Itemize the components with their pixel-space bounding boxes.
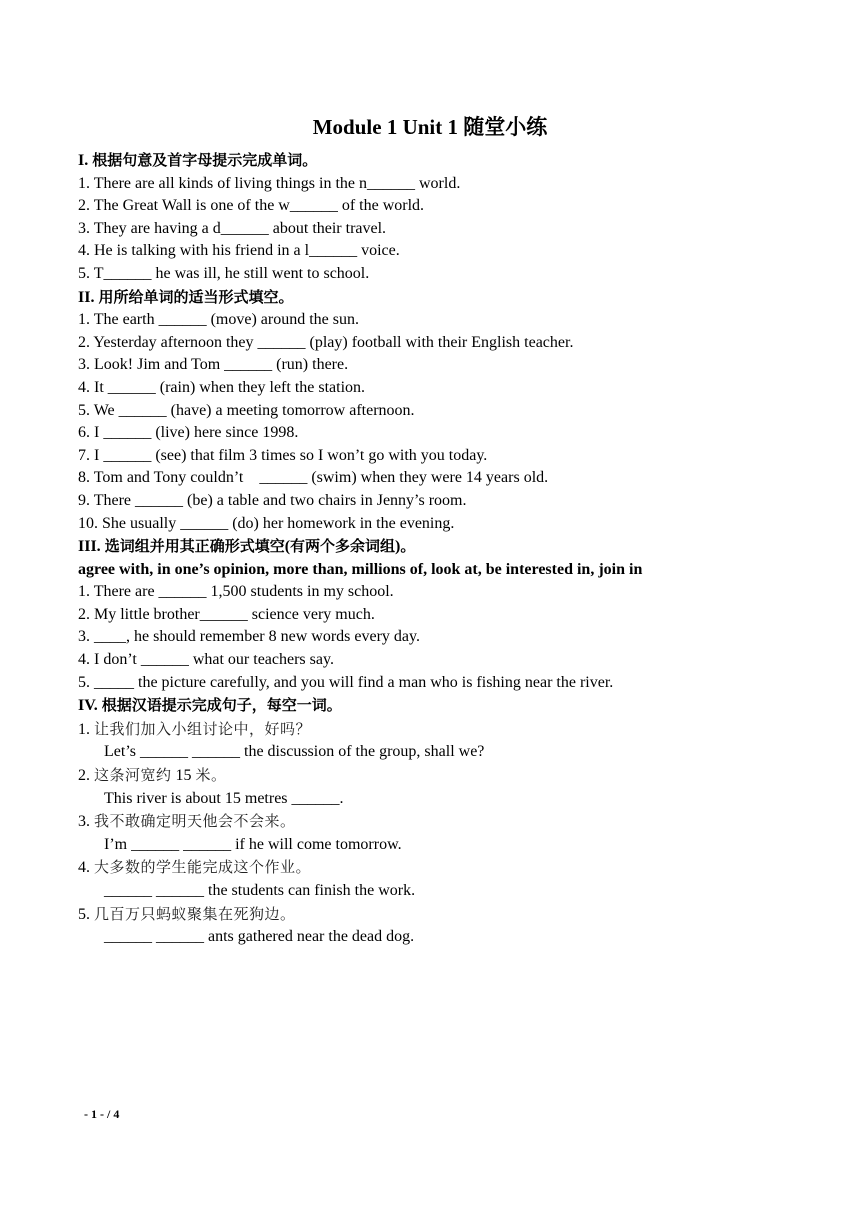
section-4-item-1-prompt — [78, 718, 778, 742]
section-4-item-1-chinese: 让我们加入小组讨论中，好吗？ — [94, 719, 312, 738]
section-2-item-1: 1. The earth ______ (move) around the sun. — [78, 311, 359, 329]
section-3-item-5: 5. _____ the picture carefully, and you will find a man who is fishing near the river. — [78, 673, 614, 691]
section-3-paren-close: ) — [395, 538, 401, 556]
section-1-heading — [78, 149, 778, 173]
section-3-paren-open: ( — [284, 538, 291, 556]
section-2-item-4: 4. It ______ (rain) when they left the station. — [78, 378, 366, 396]
section-4-item-4-prompt — [78, 856, 778, 880]
section-4-item-3-number: 3. — [78, 813, 90, 831]
section-2-item-7: 7. I ______ (see) that film 3 times so I won’t go with you today. — [78, 446, 488, 464]
section-4-item-2-prompt — [78, 764, 778, 788]
section-1-label: I. — [78, 152, 89, 169]
worksheet-content — [78, 149, 778, 949]
section-3-instruction-part1: 选词组并用其正确形式填空 — [104, 537, 285, 556]
section-4-item-4-number: 4. — [78, 859, 90, 877]
section-3-instruction-part2: 有两个多余词组 — [290, 537, 396, 556]
section-3-heading — [78, 535, 778, 559]
section-4-item-2-chinese-a: 这条河宽约 — [94, 766, 172, 785]
page-number: - 1 - / 4 — [84, 1107, 120, 1121]
section-3-word-list: agree with, in one’s opinion, more than, millions of, look at, be interested in, join in — [78, 560, 643, 578]
section-4-item-2-chinese-b: 米。 — [195, 766, 227, 785]
section-4-item-2-chinese-number: 15 — [175, 767, 192, 785]
section-4-item-5-answer: ______ ______ ants gathered near the dead dog. — [104, 928, 415, 946]
section-1-instruction: 根据句意及首字母提示完成单词。 — [92, 151, 318, 169]
section-2-instruction: 用所给单词的适当形式填空。 — [98, 287, 294, 306]
section-3-item-4: 4. I don’t ______ what our teachers say. — [78, 651, 334, 669]
section-3-item-2: 2. My little brother______ science very much. — [78, 605, 375, 623]
section-4-item-5-prompt — [78, 903, 778, 927]
section-2-item-8: 8. Tom and Tony couldn’t ______ (swim) when they were 14 years old. — [78, 469, 549, 487]
section-4-item-3-answer: I’m ______ ______ if he will come tomorrow. — [104, 835, 402, 853]
section-4-item-5-chinese: 几百万只蚂蚁聚集在死狗边。 — [94, 904, 296, 923]
section-2-label: II. — [78, 288, 95, 306]
section-3-instruction-end: 。 — [400, 537, 416, 556]
section-1-item-4: 4. He is talking with his friend in a l______ voice. — [78, 242, 400, 260]
section-1-item-3: 3. They are having a d______ about their travel. — [78, 219, 387, 237]
section-1-item-5: 5. T______ he was ill, he still went to school. — [78, 264, 370, 282]
section-4-item-2-number: 2. — [78, 767, 90, 785]
section-2-item-10: 10. She usually ______ (do) her homework in the evening. — [78, 514, 455, 532]
section-2-item-6: 6. I ______ (live) here since 1998. — [78, 424, 299, 442]
section-4-item-1-number: 1. — [78, 720, 90, 738]
section-4-instruction: 根据汉语提示完成句子，每空一词。 — [101, 696, 342, 715]
section-4-item-1-answer: Let’s ______ ______ the discussion of the group, shall we? — [104, 743, 485, 761]
section-4-item-4-answer: ______ ______ the students can finish the work. — [104, 882, 416, 899]
section-2-heading — [78, 286, 778, 310]
page-title: Module 1 Unit 1 随堂小练 — [312, 115, 548, 139]
section-3-label: III. — [78, 538, 101, 556]
section-4-item-2-answer: This river is about 15 metres ______. — [104, 789, 344, 807]
section-1-item-2: 2. The Great Wall is one of the w______ of the world. — [78, 197, 425, 215]
section-3-item-1: 1. There are ______ 1,500 students in my school. — [78, 583, 394, 601]
section-4-item-3-chinese: 我不敢确定明天他会不会来。 — [94, 812, 296, 831]
section-2-item-9: 9. There ______ (be) a table and two chairs in Jenny’s room. — [78, 491, 467, 509]
section-2-item-5: 5. We ______ (have) a meeting tomorrow afternoon. — [78, 401, 415, 419]
section-4-item-3-prompt — [78, 810, 778, 834]
section-3-item-3: 3. ____, he should remember 8 new words every day. — [78, 628, 420, 646]
section-4-item-4-chinese: 大多数的学生能完成这个作业。 — [94, 858, 312, 877]
section-4-heading — [78, 694, 778, 718]
section-1-item-1: 1. There are all kinds of living things in the n______ world. — [78, 174, 461, 192]
section-2-item-3: 3. Look! Jim and Tom ______ (run) there. — [78, 356, 349, 374]
section-4-item-5-number: 5. — [78, 905, 90, 923]
section-2-item-2: 2. Yesterday afternoon they ______ (play) football with their English teacher. — [78, 333, 574, 351]
section-4-label: IV. — [78, 697, 98, 715]
